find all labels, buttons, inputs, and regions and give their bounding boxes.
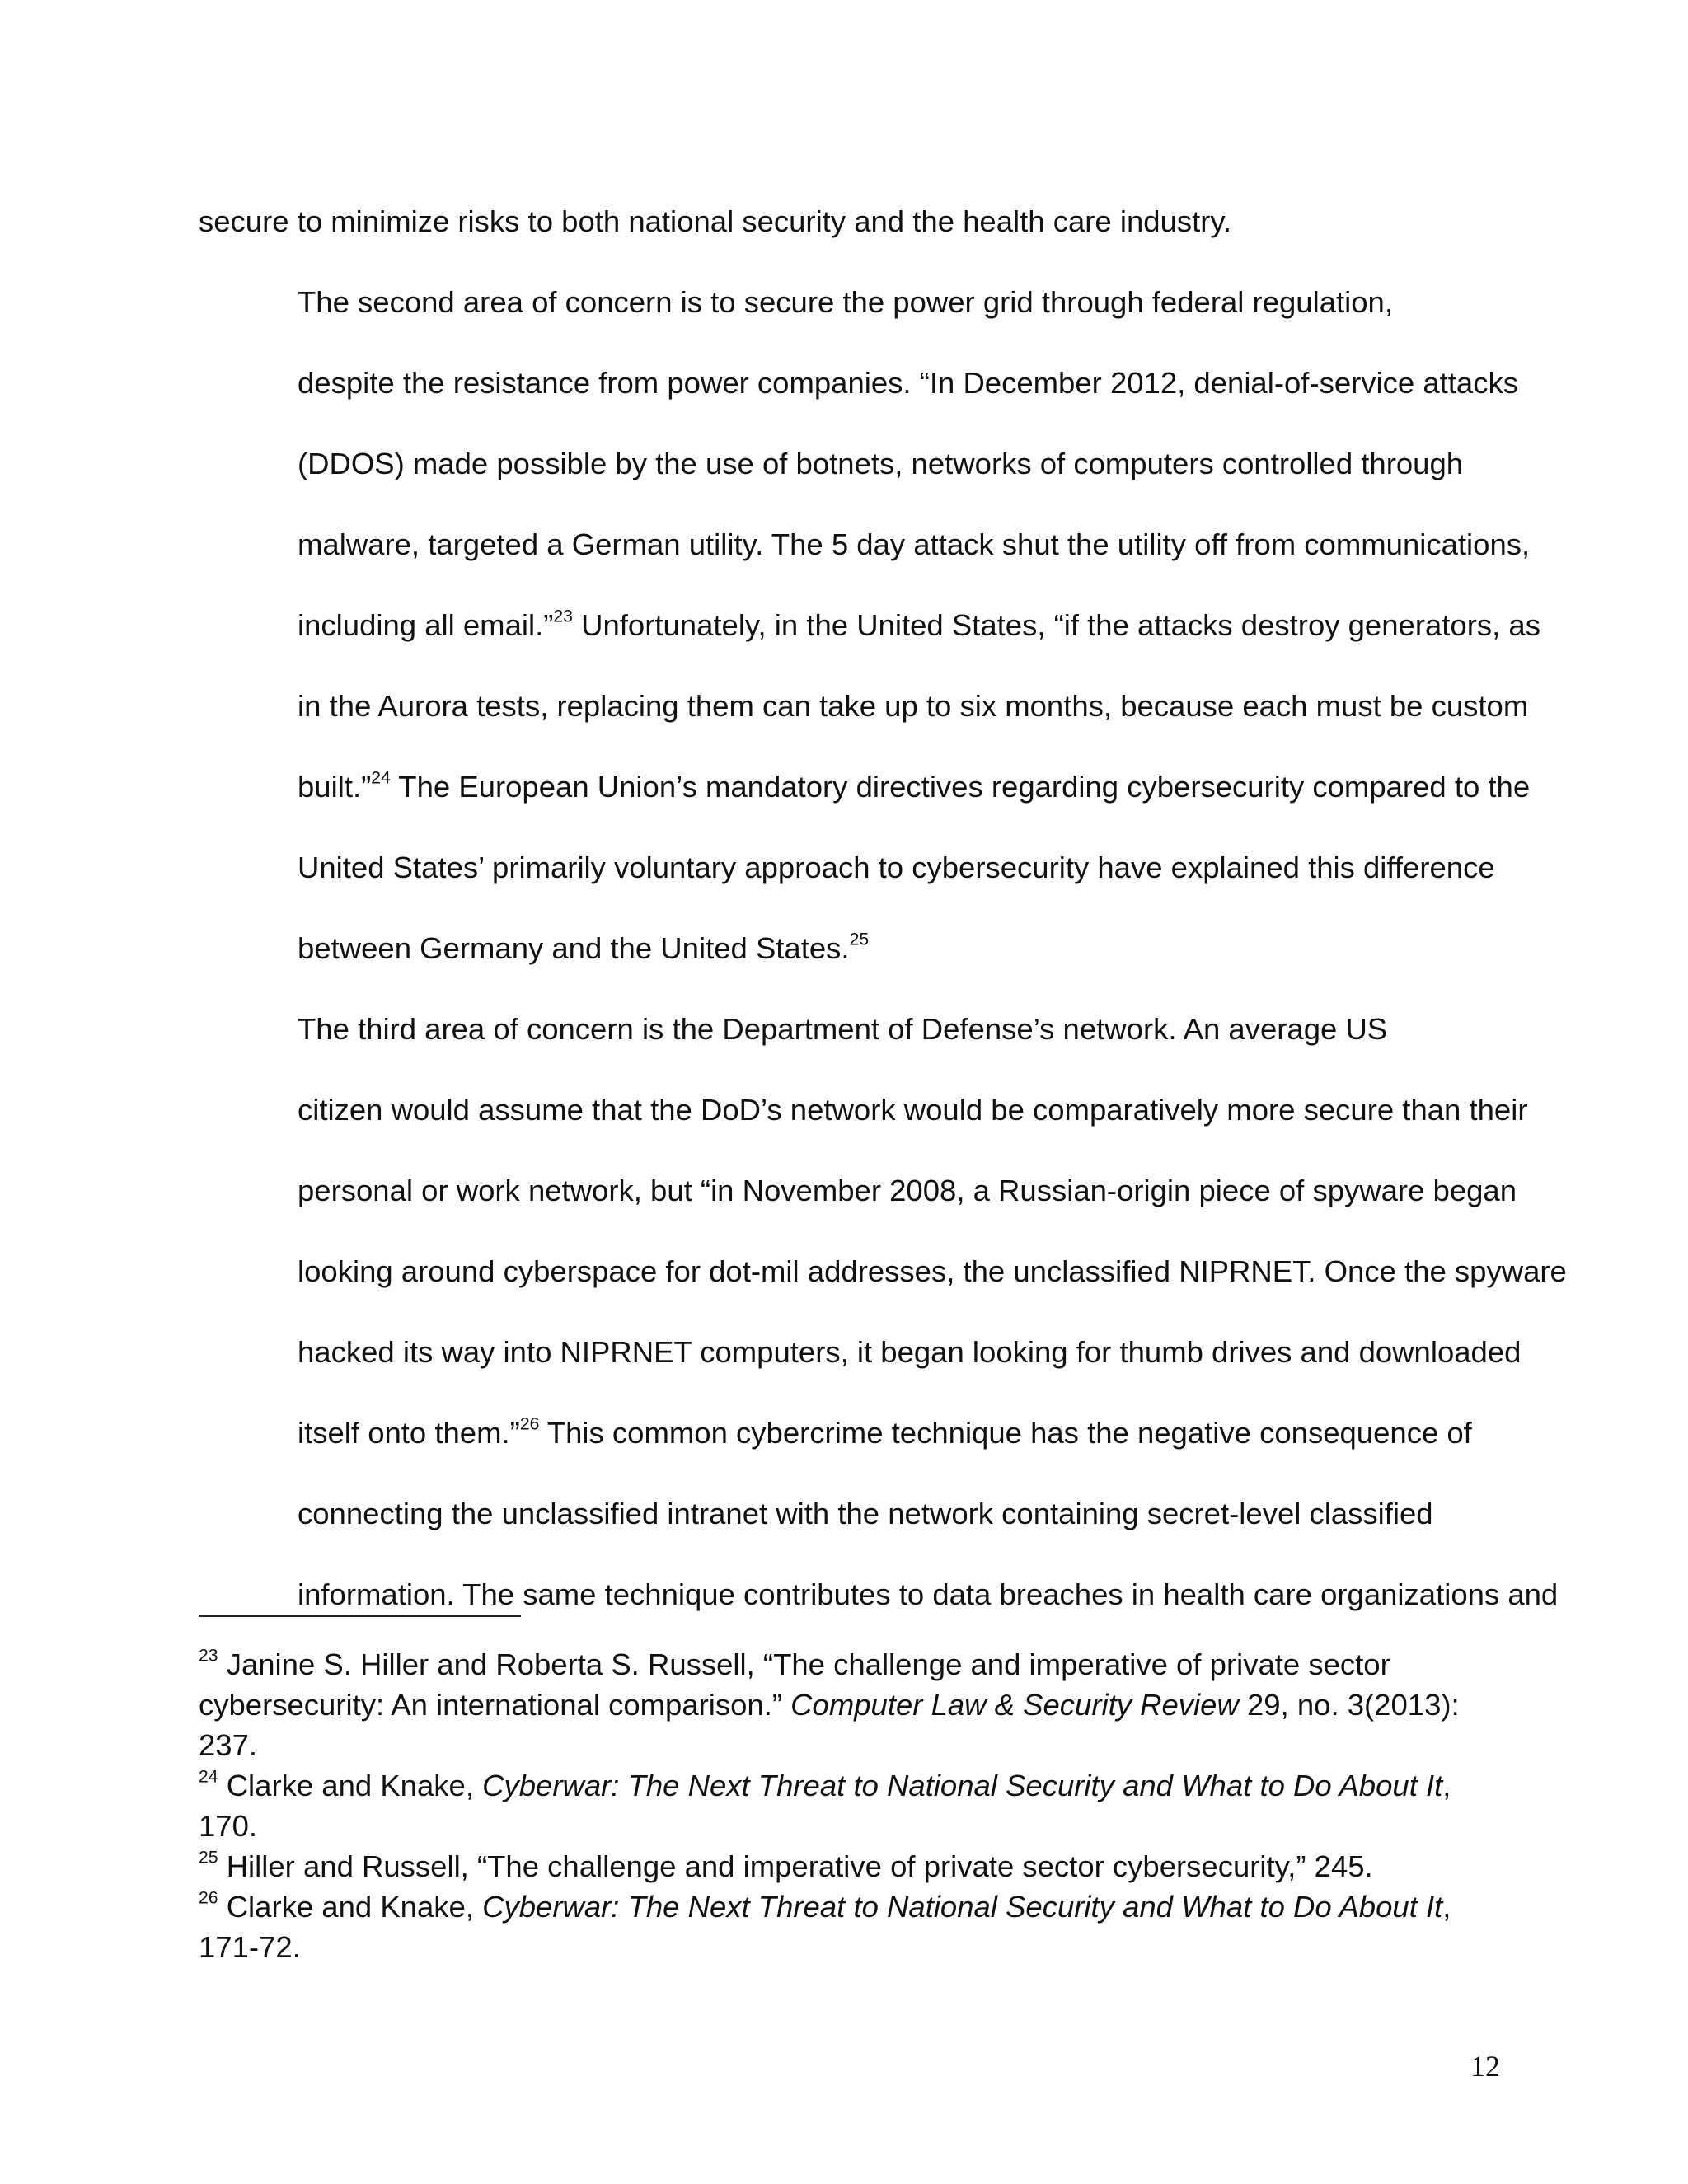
book-title: Cyberwar: The Next Threat to National Security and What to Do About It bbox=[482, 1769, 1443, 1802]
footnote-reference-24: 24 bbox=[371, 768, 391, 788]
footnote-number: 25 bbox=[199, 1848, 218, 1868]
footnote-text: Janine S. Hiller and Roberta S. Russell, “The challenge and imperative of private sector bbox=[218, 1647, 1390, 1681]
body-line: secure to minimize risks to both national security and the health care industry. bbox=[199, 204, 1232, 238]
footnote-number: 26 bbox=[199, 1888, 218, 1908]
body-line: hacked its way into NIPRNET computers, it began looking for thumb drives and downloaded bbox=[298, 1335, 1522, 1369]
footnote-text: Hiller and Russell, “The challenge and imperative of private sector cybersecurity,” 245. bbox=[218, 1849, 1373, 1883]
page-number: 12 bbox=[1470, 2050, 1500, 2083]
body-text-segment: The European Union’s mandatory directives regarding cybersecurity compared to the bbox=[390, 770, 1531, 804]
footnote-separator bbox=[199, 1615, 521, 1617]
paragraph-1 bbox=[199, 181, 1493, 262]
footnote-text: Clarke and Knake, bbox=[218, 1769, 483, 1802]
footnote-25 bbox=[199, 1846, 1501, 1886]
paragraph-2 bbox=[199, 262, 1540, 989]
footnote-reference-25: 25 bbox=[849, 930, 870, 949]
footnote-reference-23: 23 bbox=[553, 607, 573, 626]
body-line-with-footnote-24 bbox=[199, 747, 1531, 827]
paragraph-3 bbox=[199, 989, 1567, 1635]
body-text-segment: This common cybercrime technique has the negative consequence of bbox=[539, 1416, 1472, 1450]
footnote-line bbox=[199, 1685, 1501, 1725]
body-text-segment: Unfortunately, in the United States, “if the attacks destroy generators, as bbox=[572, 608, 1540, 642]
footnote-24 bbox=[199, 1765, 1501, 1846]
footnote-text: , bbox=[1442, 1890, 1451, 1924]
body-line: United States’ primarily voluntary approach to cybersecurity have explained this difference bbox=[298, 851, 1495, 884]
footnote-line: 237. bbox=[199, 1728, 258, 1762]
footnote-line bbox=[199, 1765, 1501, 1806]
body-text-segment: between Germany and the United States. bbox=[298, 931, 850, 965]
book-title: Cyberwar: The Next Threat to National Security and What to Do About It bbox=[482, 1890, 1443, 1924]
body-line: malware, targeted a German utility. The 5 day attack shut the utility off from communications, bbox=[298, 527, 1531, 561]
body-line: personal or work network, but “in November 2008, a Russian-origin piece of spyware began bbox=[298, 1174, 1517, 1207]
footnote-23 bbox=[199, 1644, 1501, 1765]
footnote-text: , bbox=[1442, 1769, 1451, 1802]
body-line: despite the resistance from power companies. “In December 2012, denial-of-service attacks bbox=[298, 366, 1518, 400]
journal-title: Computer Law & Security Review bbox=[790, 1688, 1239, 1722]
footnote-text: 29, no. 3(2013): bbox=[1238, 1688, 1460, 1722]
body-line: information. The same technique contributes to data breaches in health care organizations and bbox=[298, 1577, 1559, 1611]
body-line-with-footnote-26 bbox=[199, 1393, 1493, 1474]
footnote-line: 170. bbox=[199, 1809, 258, 1843]
footnote-number: 24 bbox=[199, 1767, 218, 1787]
body-text bbox=[199, 181, 1567, 1635]
body-text-segment: itself onto them.” bbox=[298, 1416, 520, 1450]
body-line: in the Aurora tests, replacing them can take up to six months, because each must be custom bbox=[298, 689, 1529, 723]
body-line: (DDOS) made possible by the use of botnets, networks of computers controlled through bbox=[298, 447, 1464, 480]
body-line: The third area of concern is the Department of Defense’s network. An average US bbox=[298, 1012, 1388, 1046]
body-line: citizen would assume that the DoD’s network would be comparatively more secure than their bbox=[298, 1093, 1528, 1127]
body-line: connecting the unclassified intranet with the network containing secret-level classified bbox=[298, 1497, 1433, 1530]
body-line: looking around cyberspace for dot-mil addresses, the unclassified NIPRNET. Once the spyware bbox=[298, 1254, 1567, 1288]
body-text-segment: including all email.” bbox=[298, 608, 554, 642]
footnote-line: 171-72. bbox=[199, 1930, 301, 1964]
footnote-line bbox=[199, 1886, 1501, 1927]
body-line-with-footnote-25 bbox=[199, 908, 1493, 989]
footnote-line bbox=[199, 1846, 1501, 1886]
body-text-segment: built.” bbox=[298, 770, 372, 804]
footnotes bbox=[199, 1644, 1501, 1967]
footnote-text: cybersecurity: An international comparison.” bbox=[199, 1688, 791, 1722]
footnote-text: Clarke and Knake, bbox=[218, 1890, 483, 1924]
body-line-with-footnote-23 bbox=[199, 585, 1540, 666]
footnote-line bbox=[199, 1644, 1501, 1685]
footnote-reference-26: 26 bbox=[519, 1414, 540, 1434]
footnote-26 bbox=[199, 1886, 1501, 1967]
body-line: The second area of concern is to secure the power grid through federal regulation, bbox=[298, 285, 1393, 319]
footnote-number: 23 bbox=[199, 1646, 218, 1666]
